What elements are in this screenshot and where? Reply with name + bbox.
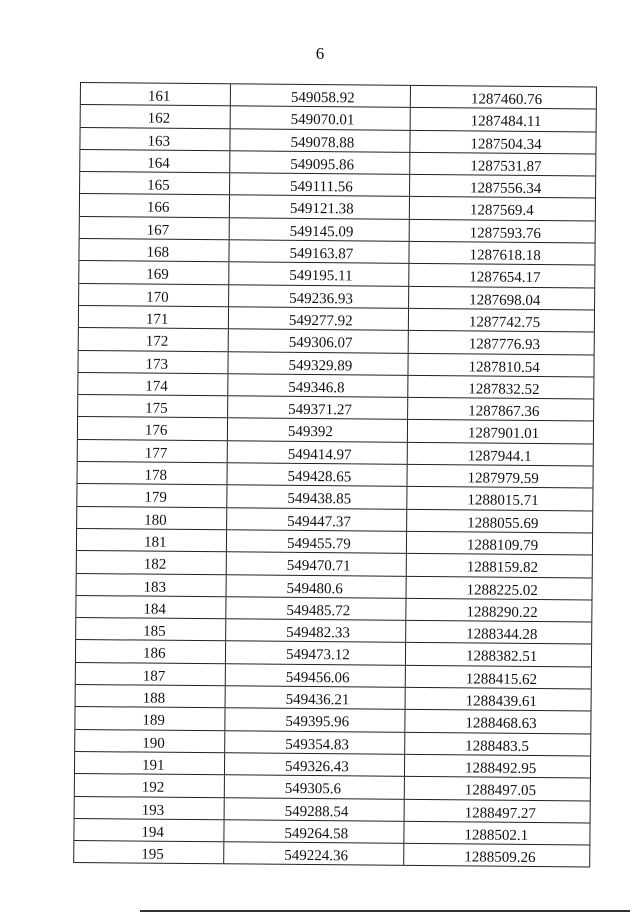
point-number-cell: 173: [78, 351, 228, 374]
x-coordinate-cell: 549288.54: [225, 798, 405, 821]
y-coordinate-cell: 1288509.26: [464, 849, 536, 867]
x-coordinate-cell: 549485.72: [226, 597, 406, 620]
x-coordinate-cell: 549111.56: [230, 174, 410, 197]
x-coordinate-cell: 549326.43: [225, 753, 405, 776]
y-coordinate-cell: 1288344.28: [466, 626, 538, 644]
y-coordinate-cell: 1288109.79: [466, 537, 539, 554]
table-row: [79, 327, 594, 354]
point-number-cell: 177: [78, 440, 228, 463]
y-coordinate-cell: 1287776.93: [468, 336, 541, 354]
table-row: [79, 305, 594, 332]
table-row: [77, 573, 592, 600]
table-row: [75, 773, 590, 800]
y-coordinate-cell: 1287944.1: [467, 448, 532, 465]
y-coordinate-cell: 1288382.51: [465, 648, 538, 666]
point-number-cell: 166: [80, 194, 230, 217]
table-row: [77, 506, 592, 533]
x-coordinate-cell: 549070.01: [231, 107, 411, 130]
x-coordinate-cell: 549236.93: [229, 285, 409, 308]
point-number-cell: 161: [81, 83, 231, 106]
x-coordinate-cell: 549455.79: [227, 530, 407, 553]
point-number-cell: 164: [80, 150, 230, 173]
table-row: [75, 706, 590, 733]
x-coordinate-cell: 549392: [228, 419, 408, 442]
point-number-cell: 175: [78, 395, 228, 418]
y-coordinate-cell: 1287654.17: [469, 269, 541, 287]
point-number-cell: 188: [76, 685, 226, 708]
x-coordinate-cell: 549482.33: [226, 619, 406, 642]
y-coordinate-cell: 1287569.4: [469, 202, 534, 220]
point-number-cell: 184: [76, 596, 226, 619]
table-row: [81, 104, 596, 131]
table-row: [79, 260, 594, 287]
y-coordinate-cell: 1287593.76: [469, 225, 542, 242]
y-coordinate-cell: 1288439.61: [465, 693, 537, 711]
point-number-cell: 163: [80, 128, 230, 151]
point-number-cell: 168: [79, 239, 229, 262]
y-coordinate-cell: 1287618.18: [469, 247, 541, 265]
point-number-cell: 171: [79, 306, 229, 329]
table-row: [74, 840, 589, 868]
point-number-cell: 167: [80, 217, 230, 240]
table-row: [76, 684, 591, 711]
point-number-cell: 187: [76, 663, 226, 686]
x-coordinate-cell: 549395.96: [225, 709, 405, 732]
point-number-cell: 181: [77, 529, 227, 552]
x-coordinate-cell: 549264.58: [224, 820, 404, 843]
y-coordinate-cell: 1287742.75: [468, 314, 541, 331]
point-number-cell: 189: [75, 707, 225, 730]
y-coordinate-cell: 1287556.34: [470, 180, 542, 198]
x-coordinate-cell: 549306.07: [229, 330, 409, 353]
x-coordinate-cell: 549428.65: [227, 463, 407, 486]
y-coordinate-cell: 1288415.62: [465, 671, 538, 688]
y-coordinate-cell: 1288015.71: [467, 492, 539, 510]
table-row: [75, 729, 590, 756]
point-number-cell: 165: [80, 172, 230, 195]
y-coordinate-cell: 1287460.76: [470, 91, 543, 109]
table-row: [78, 439, 593, 466]
table-row: [79, 283, 594, 310]
point-number-cell: 183: [77, 574, 227, 597]
x-coordinate-cell: 549456.06: [226, 664, 406, 687]
x-coordinate-cell: 549473.12: [226, 642, 406, 665]
x-coordinate-cell: 549277.92: [229, 307, 409, 330]
y-coordinate-cell: 1288290.22: [466, 604, 538, 621]
table-row: [74, 818, 589, 845]
table-row: [78, 350, 593, 377]
x-coordinate-cell: 549195.11: [229, 263, 409, 286]
point-number-cell: 194: [74, 819, 224, 842]
x-coordinate-cell: 549095.86: [230, 151, 410, 174]
y-coordinate-cell: 1288492.95: [464, 760, 537, 777]
table-row: [76, 617, 591, 644]
point-number-cell: 190: [75, 730, 225, 753]
x-coordinate-cell: 549078.88: [230, 129, 410, 152]
table-row: [78, 372, 593, 399]
table-row: [75, 751, 590, 778]
table-row: [80, 127, 595, 154]
x-coordinate-cell: 549058.92: [231, 84, 411, 107]
point-number-cell: 180: [77, 507, 227, 530]
x-coordinate-cell: 549145.09: [230, 218, 410, 241]
table-row: [78, 394, 593, 421]
y-coordinate-cell: 1287979.59: [467, 470, 539, 488]
x-coordinate-cell: 549480.6: [227, 575, 407, 598]
table-row: [75, 795, 590, 822]
point-number-cell: 162: [81, 105, 231, 128]
y-coordinate-cell: 1288225.02: [466, 581, 538, 599]
point-number-cell: 172: [79, 328, 229, 351]
y-coordinate-cell: 1288468.63: [465, 715, 537, 733]
table-row: [77, 528, 592, 555]
y-coordinate-cell: 1288497.05: [464, 782, 537, 800]
y-coordinate-cell: 1287867.36: [468, 403, 540, 421]
point-number-cell: 195: [74, 841, 224, 864]
coordinate-table: [73, 82, 597, 868]
x-coordinate-cell: 549438.85: [227, 486, 407, 509]
x-coordinate-cell: 549470.71: [227, 553, 407, 576]
x-coordinate-cell: 549447.37: [227, 508, 407, 531]
y-coordinate-cell: 1288497.27: [464, 804, 536, 822]
table-row: [76, 662, 591, 689]
table-row: [80, 171, 595, 198]
table-row: [76, 595, 591, 622]
y-coordinate-cell: 1288483.5: [465, 737, 530, 755]
point-number-cell: 185: [76, 618, 226, 641]
y-coordinate-cell: 1288159.82: [466, 559, 539, 577]
y-coordinate-cell: 1287484.11: [470, 113, 542, 131]
point-number-cell: 178: [77, 462, 227, 485]
table-row: [77, 483, 592, 510]
y-coordinate-cell: 1287810.54: [468, 358, 540, 376]
x-coordinate-cell: 549414.97: [228, 441, 408, 464]
x-coordinate-cell: 549121.38: [230, 196, 410, 219]
y-coordinate-cell: 1287504.34: [470, 136, 542, 153]
point-number-cell: 170: [79, 284, 229, 307]
bottom-scan-edge: [140, 910, 630, 912]
x-coordinate-cell: 549371.27: [228, 396, 408, 419]
table-row: [80, 193, 595, 220]
table-row: [77, 550, 592, 577]
x-coordinate-cell: 549354.83: [225, 731, 405, 754]
table-row: [81, 82, 596, 109]
point-number-cell: 176: [78, 417, 228, 440]
y-coordinate-cell: 1287698.04: [469, 292, 541, 309]
point-number-cell: 182: [77, 551, 227, 574]
table-row: [77, 461, 592, 488]
y-coordinate-cell: 1288502.1: [464, 827, 529, 844]
x-coordinate-cell: 549346.8: [228, 374, 408, 397]
x-coordinate-cell: 549329.89: [228, 352, 408, 375]
point-number-cell: 186: [76, 640, 226, 663]
x-coordinate-cell: 549163.87: [229, 240, 409, 263]
table-row: [79, 238, 594, 265]
table-row: [80, 216, 595, 243]
page-number: 6: [315, 44, 325, 63]
table-row: [78, 416, 593, 443]
point-number-cell: 191: [75, 752, 225, 775]
point-number-cell: 174: [78, 373, 228, 396]
y-coordinate-cell: 1288055.69: [467, 515, 539, 532]
x-coordinate-cell: 549305.6: [225, 775, 405, 798]
x-coordinate-cell: 549436.21: [226, 686, 406, 709]
table-row: [76, 639, 591, 666]
point-number-cell: 192: [75, 774, 225, 797]
table-row: [80, 149, 595, 176]
y-coordinate-cell: 1287531.87: [470, 158, 542, 175]
point-number-cell: 179: [77, 484, 227, 507]
x-coordinate-cell: 549224.36: [224, 842, 404, 865]
y-coordinate-cell: 1287901.01: [467, 425, 540, 443]
point-number-cell: 169: [79, 261, 229, 284]
y-coordinate-cell: 1287832.52: [468, 381, 540, 398]
point-number-cell: 193: [75, 796, 225, 819]
